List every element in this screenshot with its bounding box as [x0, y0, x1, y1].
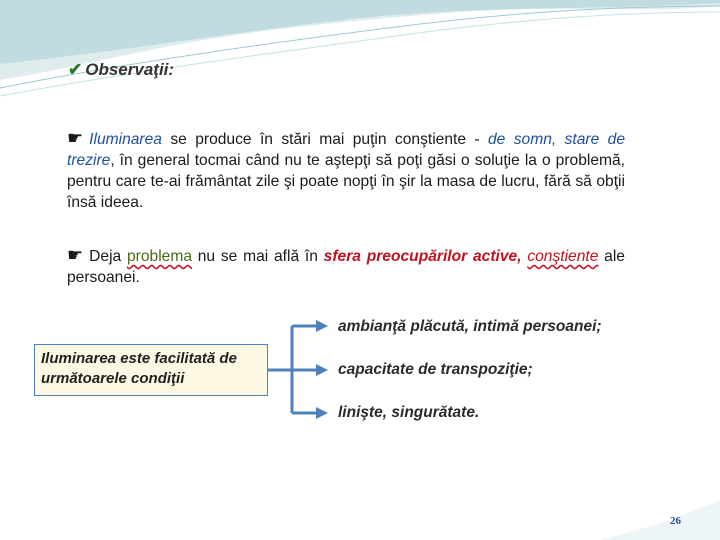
pointing-hand-icon: ☛ [67, 128, 84, 148]
term-problema: problema [126, 248, 192, 265]
arrow-head-2 [316, 364, 328, 376]
text-segment: ale persoanei. [67, 248, 625, 286]
condition-item: ambianţă plăcută, intimă persoanei; [338, 318, 602, 335]
term-constiente: conştiente [527, 248, 599, 265]
condition-item: linişte, singurătate. [338, 404, 480, 421]
condition-item: capacitate de transpoziţie; [338, 361, 533, 378]
conditions-box: Iluminarea este facilitată de următoarele condiţii [34, 344, 268, 396]
text-segment: nu se mai află în [192, 248, 324, 265]
arrow-head-3 [316, 407, 328, 419]
pointing-hand-icon: ☛ [67, 245, 84, 265]
text-segment: , în general tocmai când nu te aştepţi să poţi găsi o soluţie la o problemă, pentru care te-ai frământat zile şi poate nopţi în şir la masa de lucru, fără să obţii însă ideea. [67, 152, 625, 211]
term-sleep-state: de somn, stare de trezire [67, 131, 625, 169]
checkmark-icon: ✔ [68, 60, 83, 79]
arrow-head-1 [316, 320, 328, 332]
page-number: 26 [670, 515, 681, 527]
term-active-sphere: sfera preocupărilor active [323, 248, 518, 265]
text-segment: se produce în stări mai puţin conştiente - [161, 131, 488, 148]
text-segment: Deja [89, 248, 127, 265]
title-text: Observaţii: [85, 60, 175, 79]
term-iluminarea: Iluminarea [89, 131, 162, 148]
text-segment: , [517, 248, 522, 265]
